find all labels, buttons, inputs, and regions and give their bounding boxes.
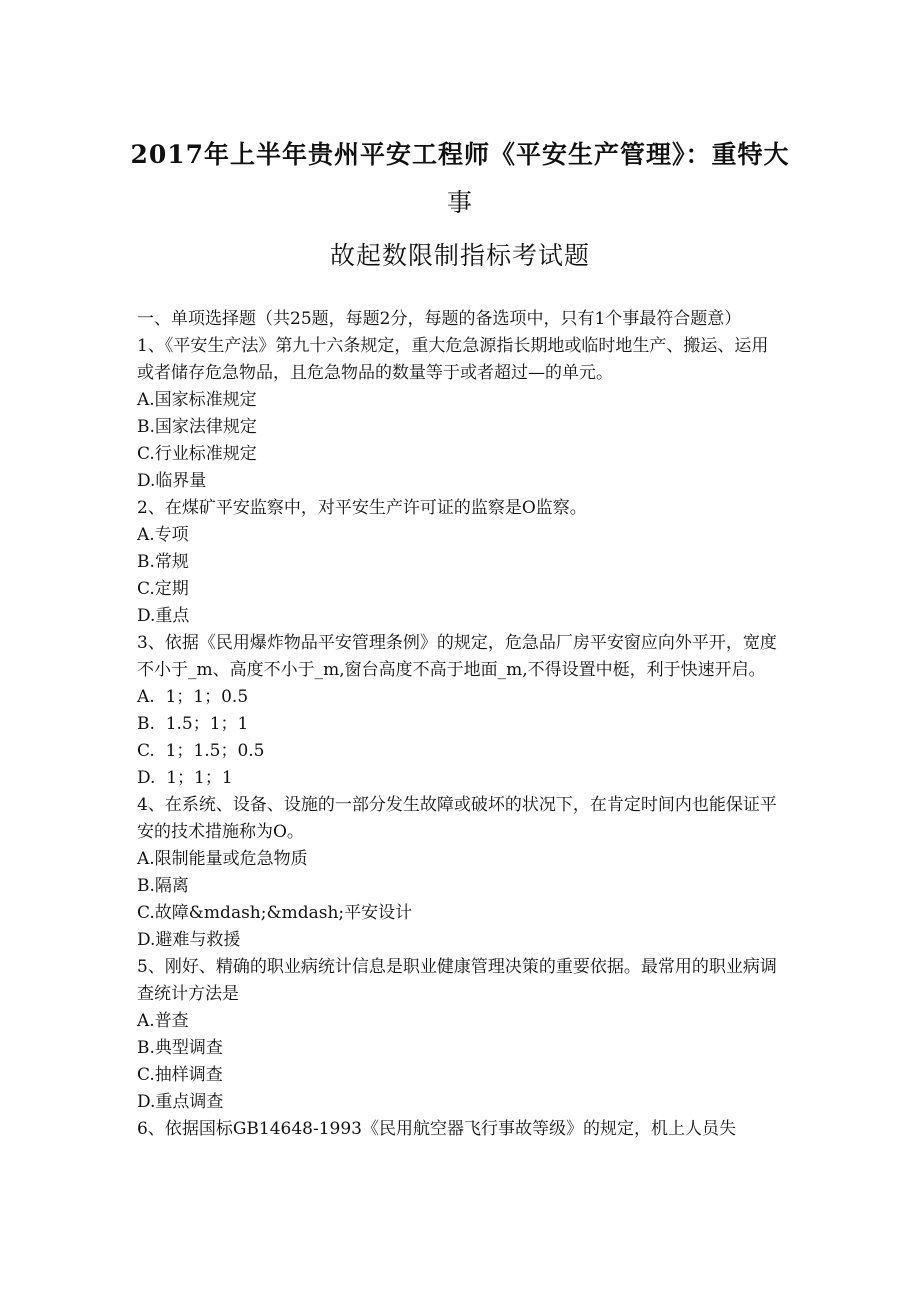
question-2-option-b: B.常规 xyxy=(137,552,189,572)
question-4-option-d: D.避难与救援 xyxy=(137,930,241,950)
question-4-option-c: C.故障&mdash;&mdash;平安设计 xyxy=(137,903,413,923)
question-6-stem: 6、依据国标GB14648-1993《民用航空器飞行事故等级》的规定，机上人员失 xyxy=(137,1119,736,1139)
question-2-stem: 2、在煤矿平安监察中，对平安生产许可证的监察是O监察。 xyxy=(137,498,587,518)
question-3-option-b: B. 1.5；1；1 xyxy=(137,714,249,734)
question-2-option-c: C.定期 xyxy=(137,579,189,599)
question-2-option-d: D.重点 xyxy=(137,606,190,626)
question-3-option-d: D. 1；1；1 xyxy=(137,768,233,788)
question-5-option-a: A.普查 xyxy=(137,1011,189,1031)
question-3-option-c: C. 1；1.5；0.5 xyxy=(137,741,265,761)
question-1-option-b: B.国家法律规定 xyxy=(137,417,257,437)
question-5-stem: 5、刚好、精确的职业病统计信息是职业健康管理决策的重要依据。最常用的职业病调查统计方法是 xyxy=(137,957,777,1004)
question-2-option-a: A.专项 xyxy=(137,525,189,545)
question-1-option-c: C.行业标准规定 xyxy=(137,444,257,464)
document-body xyxy=(137,306,785,1143)
question-1-option-d: D.临界量 xyxy=(137,471,207,491)
question-4-option-a: A.限制能量或危急物质 xyxy=(137,849,308,869)
question-5-option-d: D.重点调查 xyxy=(137,1092,224,1112)
question-3-stem: 3、依据《民用爆炸物品平安管理条例》的规定，危急品厂房平安窗应向外平开，宽度不小于_m、高度不小于_m,窗台高度不高于地面_m,不得设置中梃，利于快速开启。 xyxy=(137,633,777,680)
question-5-option-b: B.典型调查 xyxy=(137,1038,223,1058)
question-1-stem: 1、《平安生产法》第九十六条规定，重大危急源指长期地或临时地生产、搬运、运用或者储存危急物品，且危急物品的数量等于或者超过—的单元。 xyxy=(137,336,769,383)
section-heading: 一、单项选择题（共25题，每题2分，每题的备选项中，只有1个事最符合题意） xyxy=(137,309,742,329)
question-5-option-c: C.抽样调查 xyxy=(137,1065,223,1085)
document-title-line-3: 故起数限制指标考试题 xyxy=(329,241,590,270)
question-1-option-a: A.国家标准规定 xyxy=(137,390,257,410)
question-3-option-a: A. 1；1；0.5 xyxy=(137,687,249,707)
question-4-stem: 4、在系统、设备、设施的一部分发生故障或破坏的状况下，在肯定时间内也能保证平安的技术措施称为O。 xyxy=(137,795,777,842)
document-title-line-2: 事 xyxy=(446,188,473,217)
question-4-option-b: B.隔离 xyxy=(137,876,189,896)
document-title-line-1: 2017年上半年贵州平安工程师《平安生产管理》：重特大 xyxy=(130,140,790,169)
